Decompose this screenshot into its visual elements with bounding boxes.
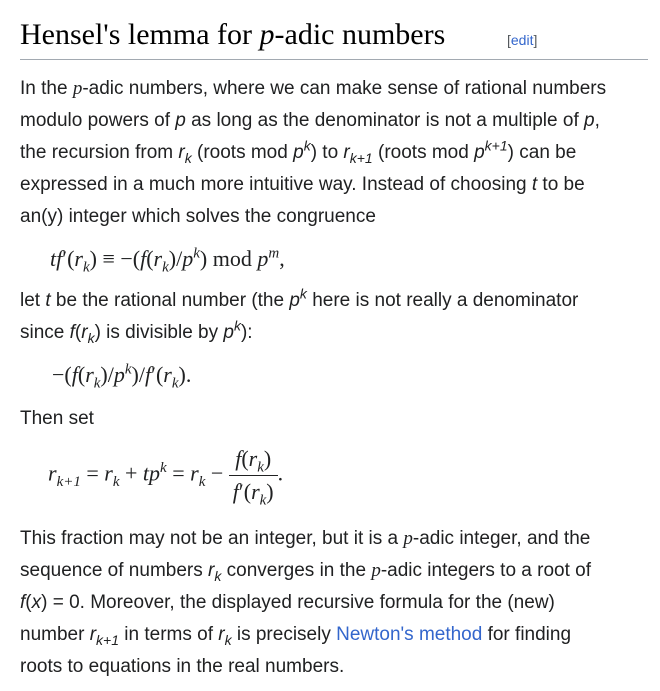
text: since <box>20 322 70 343</box>
math-p: p <box>72 78 83 99</box>
title-p-variable: p <box>259 18 275 51</box>
math-p: p <box>403 528 413 549</box>
text: sequence of numbers <box>20 560 209 581</box>
paragraph-line <box>20 170 585 200</box>
paragraph-line <box>20 556 591 586</box>
math-r: r <box>153 246 163 271</box>
text: an(y) integer which solves the congruence <box>20 206 376 227</box>
math-paren: ) <box>100 362 108 387</box>
text: (roots mod <box>372 142 475 163</box>
math-equals: = <box>166 460 191 486</box>
var-p: p <box>293 142 304 163</box>
fraction-denominator <box>229 475 278 509</box>
math-f: f <box>232 479 239 504</box>
edit-link[interactable]: edit <box>510 32 534 48</box>
text: as long as the denominator is not a multiple of <box>185 110 585 131</box>
paragraph-line <box>20 286 578 316</box>
text: the recursion from <box>20 142 179 163</box>
math-p: p <box>113 362 125 387</box>
var-r: r <box>81 322 88 343</box>
var-r: r <box>208 560 215 581</box>
text: -adic integer, and the <box>412 528 591 549</box>
subscript-k-plus-1: k+1 <box>96 631 119 648</box>
superscript-k: k <box>303 137 311 154</box>
math-equiv: ≡ −( <box>96 246 141 271</box>
math-sup-k: k <box>193 245 200 262</box>
paragraph-line <box>20 74 606 104</box>
section-title <box>20 18 445 52</box>
math-f: f <box>140 246 147 271</box>
math-paren: )/ <box>131 362 145 387</box>
math-f: f <box>56 246 63 271</box>
text: Then set <box>20 408 94 429</box>
var-f: f <box>20 592 26 613</box>
text: ): <box>240 322 253 343</box>
math-sub-k: k <box>162 259 169 276</box>
text: for finding <box>482 624 572 645</box>
text: ( <box>74 322 82 343</box>
edit-bracket-open: [ <box>507 32 511 48</box>
text: is precisely <box>231 624 337 645</box>
math-comma: , <box>279 246 285 271</box>
edit-bracket-close: ] <box>533 32 538 48</box>
math-sup-m: m <box>268 245 280 262</box>
subscript-k: k <box>87 329 95 346</box>
math-paren: ( <box>155 362 164 387</box>
text: modulo powers of <box>20 110 176 131</box>
math-paren: ( <box>241 446 249 471</box>
math-paren: ) <box>263 446 272 471</box>
text: to be <box>537 174 585 195</box>
paragraph-line <box>20 588 555 618</box>
math-slash: / <box>107 362 114 387</box>
var-p: p <box>223 322 234 343</box>
title-text-end: -adic numbers <box>274 18 446 51</box>
paragraph-line <box>20 106 600 136</box>
math-sup-k: k <box>160 460 167 477</box>
math-sub-k: k <box>259 492 267 509</box>
math-r: r <box>104 460 113 486</box>
paragraph-line <box>20 652 344 682</box>
text: expressed in a much more intuitive way. Instead of choosing <box>20 174 532 195</box>
math-paren: ( <box>67 246 75 271</box>
math-r: r <box>163 362 172 387</box>
math-paren: ). <box>178 362 192 387</box>
text: roots to equations in the real numbers. <box>20 656 345 677</box>
math-p: p <box>371 560 381 581</box>
math-paren: ) <box>89 246 97 271</box>
math-sub-k: k <box>171 375 179 392</box>
math-paren: ( <box>146 246 154 271</box>
math-sub-k-plus-1: k+1 <box>56 473 81 490</box>
section-heading <box>20 8 648 60</box>
newtons-method-link[interactable]: Newton's method <box>336 624 483 645</box>
math-f: f <box>235 446 242 471</box>
math-sub-k: k <box>257 459 264 476</box>
text: ) = 0. Moreover, the displayed recursive formula for the (new) <box>41 592 555 613</box>
math-paren: ) <box>168 246 177 271</box>
math-paren: ) <box>266 479 274 504</box>
text: be the rational number (the <box>50 290 290 311</box>
math-sub-k: k <box>198 473 206 490</box>
math-sub-k: k <box>112 473 120 490</box>
subscript-k: k <box>184 149 192 166</box>
text: here is not really a denominator <box>306 290 579 311</box>
math-f: f <box>71 362 78 387</box>
math-sup-k: k <box>124 361 132 378</box>
text: in terms of <box>119 624 219 645</box>
math-paren: ( <box>77 362 86 387</box>
math-slash: / <box>176 246 183 271</box>
math-r: r <box>248 446 258 471</box>
var-p: p <box>289 290 300 311</box>
math-p: p <box>149 460 161 486</box>
math-t: t <box>142 460 150 486</box>
subscript-k-plus-1: k+1 <box>349 149 373 166</box>
superscript-k: k <box>299 285 307 302</box>
var-p: p <box>474 142 485 163</box>
math-equals: = <box>80 460 105 486</box>
var-r: r <box>343 142 350 163</box>
paragraph-line <box>20 524 590 554</box>
fraction-numerator <box>229 446 278 475</box>
var-f: f <box>69 322 75 343</box>
math-period: . <box>277 460 284 486</box>
math-minus: − <box>205 460 229 486</box>
var-x: x <box>31 592 42 613</box>
text: number <box>20 624 90 645</box>
math-sub-k: k <box>93 375 101 392</box>
var-t: t <box>45 290 51 311</box>
superscript-k-plus-1: k+1 <box>484 137 508 154</box>
superscript-k: k <box>233 317 241 334</box>
math-p: p <box>257 246 269 271</box>
math-plus: + <box>119 460 143 486</box>
text: , <box>594 110 600 131</box>
math-mod: mod <box>212 246 252 271</box>
math-r: r <box>48 460 57 486</box>
math-paren: ( <box>243 479 252 504</box>
text: In the <box>20 78 73 99</box>
title-text: Hensel's lemma for <box>20 18 260 51</box>
var-r: r <box>89 624 97 645</box>
math-f: f <box>145 362 152 387</box>
text: This fraction may not be an integer, but it is a <box>20 528 404 549</box>
subscript-k: k <box>224 631 232 648</box>
math-prime: ′ <box>238 479 244 504</box>
text: let <box>20 290 46 311</box>
paragraph-line <box>20 620 571 650</box>
var-r: r <box>178 142 185 163</box>
paragraph-line <box>20 138 576 168</box>
var-t: t <box>531 174 538 195</box>
math-p: p <box>182 246 194 271</box>
math-r: r <box>74 246 83 271</box>
paragraph-line <box>20 202 376 232</box>
text: -adic integers to a root of <box>380 560 591 581</box>
t-value-equation <box>52 361 192 392</box>
congruence-equation <box>50 245 285 276</box>
text: ) to <box>310 142 344 163</box>
math-t: t <box>50 246 57 271</box>
math-prime: ′ <box>151 362 156 387</box>
text: -adic numbers, where we can make sense of rational numbers <box>82 78 607 99</box>
text: converges in the <box>221 560 372 581</box>
recursion-equation <box>48 446 284 509</box>
math-prime: ′ <box>62 246 68 271</box>
var-p: p <box>584 110 595 131</box>
text: ) can be <box>507 142 577 163</box>
math-sub-k: k <box>82 259 90 276</box>
text: (roots mod <box>191 142 294 163</box>
math-r: r <box>190 460 199 486</box>
text: ) is divisible by <box>94 322 224 343</box>
paragraph-line <box>20 318 253 348</box>
text: ( <box>25 592 32 613</box>
var-p: p <box>175 110 186 131</box>
paragraph-line <box>20 404 94 434</box>
var-r: r <box>218 624 225 645</box>
math-r: r <box>251 479 260 504</box>
subscript-k: k <box>214 567 222 584</box>
math-paren: −( <box>52 362 72 387</box>
fraction <box>229 446 278 509</box>
edit-section <box>507 32 537 48</box>
math-r: r <box>85 362 94 387</box>
math-paren: ) <box>199 246 213 271</box>
